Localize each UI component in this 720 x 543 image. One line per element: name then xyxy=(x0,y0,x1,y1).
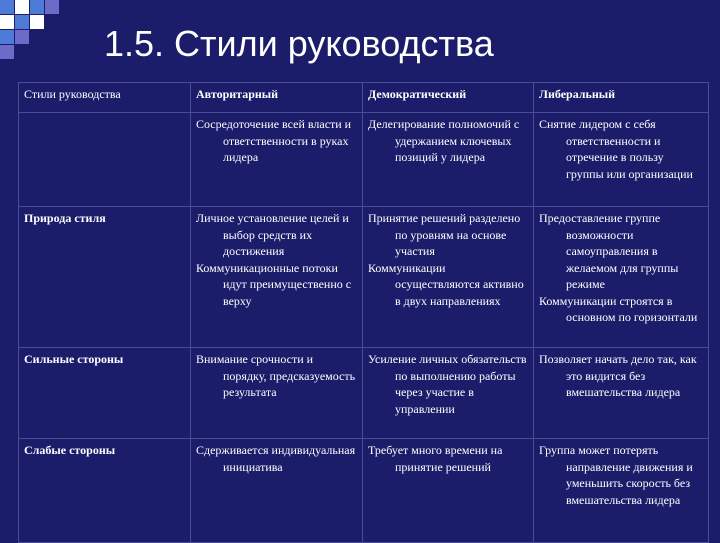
decor-square xyxy=(15,0,29,14)
table-row xyxy=(19,113,709,207)
cell-text: Предоставление группе возможности самоуправления в желаемом для группы режиме xyxy=(539,211,679,291)
table-cell xyxy=(534,348,709,439)
column-header: Демократический xyxy=(363,83,534,113)
cell-text: Группа может потерять направление движения и уменьшить скорость без вмешательства лидера xyxy=(539,443,693,507)
cell-text: Личное установление целей и выбор средств их достижения xyxy=(196,211,349,258)
cell-text: Усиление личных обязательств по выполнению работы через участие в управлении xyxy=(368,352,527,416)
cell-text: Сдерживается индивидуальная инициатива xyxy=(196,443,356,474)
cell-text: Коммуникационные потоки идут преимущественно с верху xyxy=(196,260,352,308)
row-label: Природа стиля xyxy=(19,207,191,348)
table-row xyxy=(19,348,709,439)
table-cell xyxy=(534,113,709,207)
table-cell xyxy=(191,113,363,207)
leadership-styles-table xyxy=(18,82,709,543)
decor-square xyxy=(30,0,44,14)
row-label xyxy=(19,113,191,207)
table-cell xyxy=(191,439,363,543)
decor-square xyxy=(30,15,44,29)
table-cell xyxy=(363,113,534,207)
decor-square xyxy=(15,30,29,44)
cell-text: Снятие лидером с себя ответственности и отречение в пользу группы или организации xyxy=(539,117,693,181)
decor-square xyxy=(15,15,29,29)
row-label: Слабые стороны xyxy=(19,439,191,543)
cell-text: Делегирование полномочий с удержанием ключевых позиций у лидера xyxy=(368,117,520,164)
decor-square xyxy=(0,15,14,29)
table-cell xyxy=(534,207,709,348)
table-cell xyxy=(191,207,363,348)
slide-title: 1.5. Стили руководства xyxy=(104,23,494,64)
cell-text: Внимание срочности и порядку, предсказуемость результата xyxy=(196,352,356,399)
table-row xyxy=(19,207,709,348)
row-label: Сильные стороны xyxy=(19,348,191,439)
table-cell xyxy=(191,348,363,439)
table-cell xyxy=(363,439,534,543)
decor-square xyxy=(0,30,14,44)
table-cell xyxy=(363,207,534,348)
column-header: Либеральный xyxy=(534,83,709,113)
cell-text: Требует много времени на принятие решений xyxy=(368,443,503,474)
cell-text: Коммуникации строятся в основном по горизонтали xyxy=(539,293,698,324)
decor-square xyxy=(0,45,14,59)
header-corner-cell: Стили руководства xyxy=(19,83,191,113)
decor-square xyxy=(45,0,59,14)
table-header-row xyxy=(19,83,709,113)
table-cell xyxy=(363,348,534,439)
table-row xyxy=(19,439,709,543)
table-cell xyxy=(534,439,709,543)
cell-text: Сосредоточение всей власти и ответственности в руках лидера xyxy=(196,117,352,164)
column-header: Авторитарный xyxy=(191,83,363,113)
cell-text: Коммуникации осуществляются активно в двух направлениях xyxy=(368,260,524,308)
cell-text: Принятие решений разделено по уровням на основе участия xyxy=(368,211,521,258)
cell-text: Позволяет начать дело так, как это видится без вмешательства лидера xyxy=(539,352,697,399)
decor-square xyxy=(0,0,14,14)
